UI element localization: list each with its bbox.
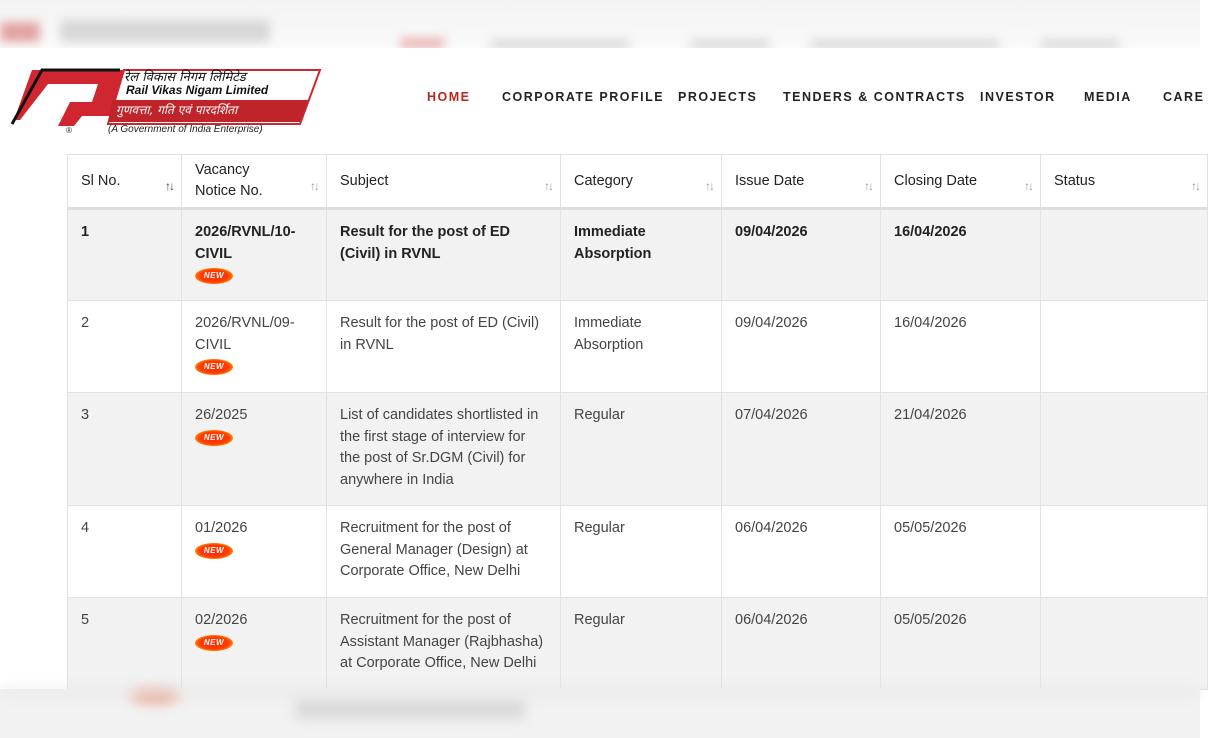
sort-icon[interactable]: ↑↓ (310, 179, 318, 193)
notice-number: 01/2026 (195, 520, 248, 536)
nav-media[interactable]: MEDIA (1084, 90, 1132, 104)
header-label: Category (574, 172, 633, 189)
sort-icon[interactable]: ↑↓ (1024, 179, 1032, 193)
blur-shape (1040, 40, 1120, 48)
cell-issue-date: 09/04/2026 (722, 209, 881, 301)
notice-number: 02/2026 (195, 612, 248, 628)
cell-category: Regular (561, 506, 722, 598)
cell-status (1041, 393, 1208, 506)
cell-subject[interactable]: List of candidates shortlisted in the first stage of interview for the post of Sr.DGM (Civil) for anywhere in India (327, 393, 561, 506)
header-label: Vacancy Notice No. (195, 162, 263, 199)
nav-corporate-profile[interactable]: CORPORATE PROFILE (502, 90, 665, 104)
new-badge-icon: NEW (195, 359, 233, 375)
nav-home[interactable]: HOME (427, 90, 471, 104)
header-label: Issue Date (735, 172, 805, 189)
sort-icon[interactable]: ↑↓ (165, 179, 173, 193)
cell-sl-no: 2 (68, 301, 182, 393)
cell-issue-date: 09/04/2026 (722, 301, 881, 393)
blur-shape (60, 20, 270, 42)
cell-sl-no: 5 (68, 598, 182, 690)
cell-issue-date: 07/04/2026 (722, 393, 881, 506)
blur-shape (490, 40, 630, 48)
blurred-top-bar (0, 0, 1200, 48)
new-badge-icon: NEW (195, 268, 233, 284)
header-sl-no[interactable] (68, 155, 182, 209)
cell-category: Immediate Absorption (561, 301, 722, 393)
sort-icon[interactable]: ↑↓ (864, 179, 872, 193)
new-badge-icon: NEW (195, 430, 233, 446)
cell-notice (182, 209, 327, 301)
blur-shape (810, 40, 1000, 48)
registered-mark: ® (66, 126, 72, 135)
cell-notice (182, 598, 327, 690)
cell-notice (182, 506, 327, 598)
nav-careers[interactable]: CARE (1163, 90, 1205, 104)
cell-issue-date: 06/04/2026 (722, 598, 881, 690)
sort-icon[interactable]: ↑↓ (705, 179, 713, 193)
table-row[interactable] (68, 209, 1208, 301)
table-row[interactable] (68, 301, 1208, 393)
cell-status (1041, 506, 1208, 598)
cell-sl-no: 4 (68, 506, 182, 598)
cell-closing-date: 21/04/2026 (881, 393, 1041, 506)
table-header-row (68, 155, 1208, 209)
cell-sl-no: 3 (68, 393, 182, 506)
cell-status (1041, 598, 1208, 690)
blurred-bottom-bar (0, 689, 1200, 738)
sort-icon[interactable]: ↑↓ (544, 179, 552, 193)
cell-closing-date: 05/05/2026 (881, 598, 1041, 690)
cell-subject[interactable]: Result for the post of ED (Civil) in RVNL (327, 209, 561, 301)
blur-shape (400, 38, 445, 48)
cell-closing-date: 16/04/2026 (881, 209, 1041, 301)
header-label: Status (1054, 172, 1096, 189)
nav-tenders-contracts[interactable]: TENDERS & CONTRACTS (783, 90, 966, 104)
notice-number: 2026/RVNL/10-CIVIL (195, 224, 296, 262)
cell-closing-date: 16/04/2026 (881, 301, 1041, 393)
cell-subject[interactable]: Result for the post of ED (Civil) in RVNL (327, 301, 561, 393)
blur-shape (0, 22, 40, 42)
site-header (0, 48, 1205, 154)
blur-shape (690, 40, 770, 48)
cell-notice (182, 301, 327, 393)
cell-subject[interactable]: Recruitment for the post of General Manager (Design) at Corporate Office, New Delhi (327, 506, 561, 598)
header-closing-date[interactable] (881, 155, 1041, 209)
header-label: Closing Date (894, 172, 978, 189)
cell-issue-date: 06/04/2026 (722, 506, 881, 598)
cell-subject[interactable]: Recruitment for the post of Assistant Manager (Rajbhasha) at Corporate Office, New Delhi (327, 598, 561, 690)
vacancy-table-container[interactable] (67, 154, 1200, 689)
new-badge-icon: NEW (195, 543, 233, 559)
logo-hindi-name: रेल विकास निगम लिमिटेड (124, 70, 246, 85)
table-row[interactable] (68, 393, 1208, 506)
cell-status (1041, 301, 1208, 393)
header-issue-date[interactable] (722, 155, 881, 209)
blur-shape (295, 699, 525, 719)
nav-investor[interactable]: INVESTOR (980, 90, 1056, 104)
cell-notice (182, 393, 327, 506)
logo-motto: गुणवत्ता, गति एवं पारदर्शिता (116, 103, 238, 117)
table-row[interactable] (68, 506, 1208, 598)
header-vacancy-notice[interactable] (182, 155, 327, 209)
cell-category: Regular (561, 598, 722, 690)
sort-icon[interactable]: ↑↓ (1191, 179, 1199, 193)
cell-closing-date: 05/05/2026 (881, 506, 1041, 598)
header-category[interactable] (561, 155, 722, 209)
new-badge-icon: NEW (195, 635, 233, 651)
logo-english-name: Rail Vikas Nigam Limited (126, 83, 269, 97)
cell-sl-no: 1 (68, 209, 182, 301)
notice-number: 2026/RVNL/09-CIVIL (195, 315, 295, 353)
header-subject[interactable] (327, 155, 561, 209)
header-status[interactable] (1041, 155, 1208, 209)
logo-tagline: (A Government of India Enterprise) (108, 124, 263, 135)
table-row[interactable] (68, 598, 1208, 690)
header-label: Subject (340, 172, 389, 189)
cell-status (1041, 209, 1208, 301)
nav-projects[interactable]: PROJECTS (678, 90, 758, 104)
cell-category: Immediate Absorption (561, 209, 722, 301)
blur-shape (0, 689, 1200, 695)
rvnl-logo[interactable] (12, 66, 322, 146)
vacancy-table (67, 154, 1208, 690)
cell-category: Regular (561, 393, 722, 506)
notice-number: 26/2025 (195, 407, 248, 423)
header-label: Sl No. (81, 172, 121, 189)
